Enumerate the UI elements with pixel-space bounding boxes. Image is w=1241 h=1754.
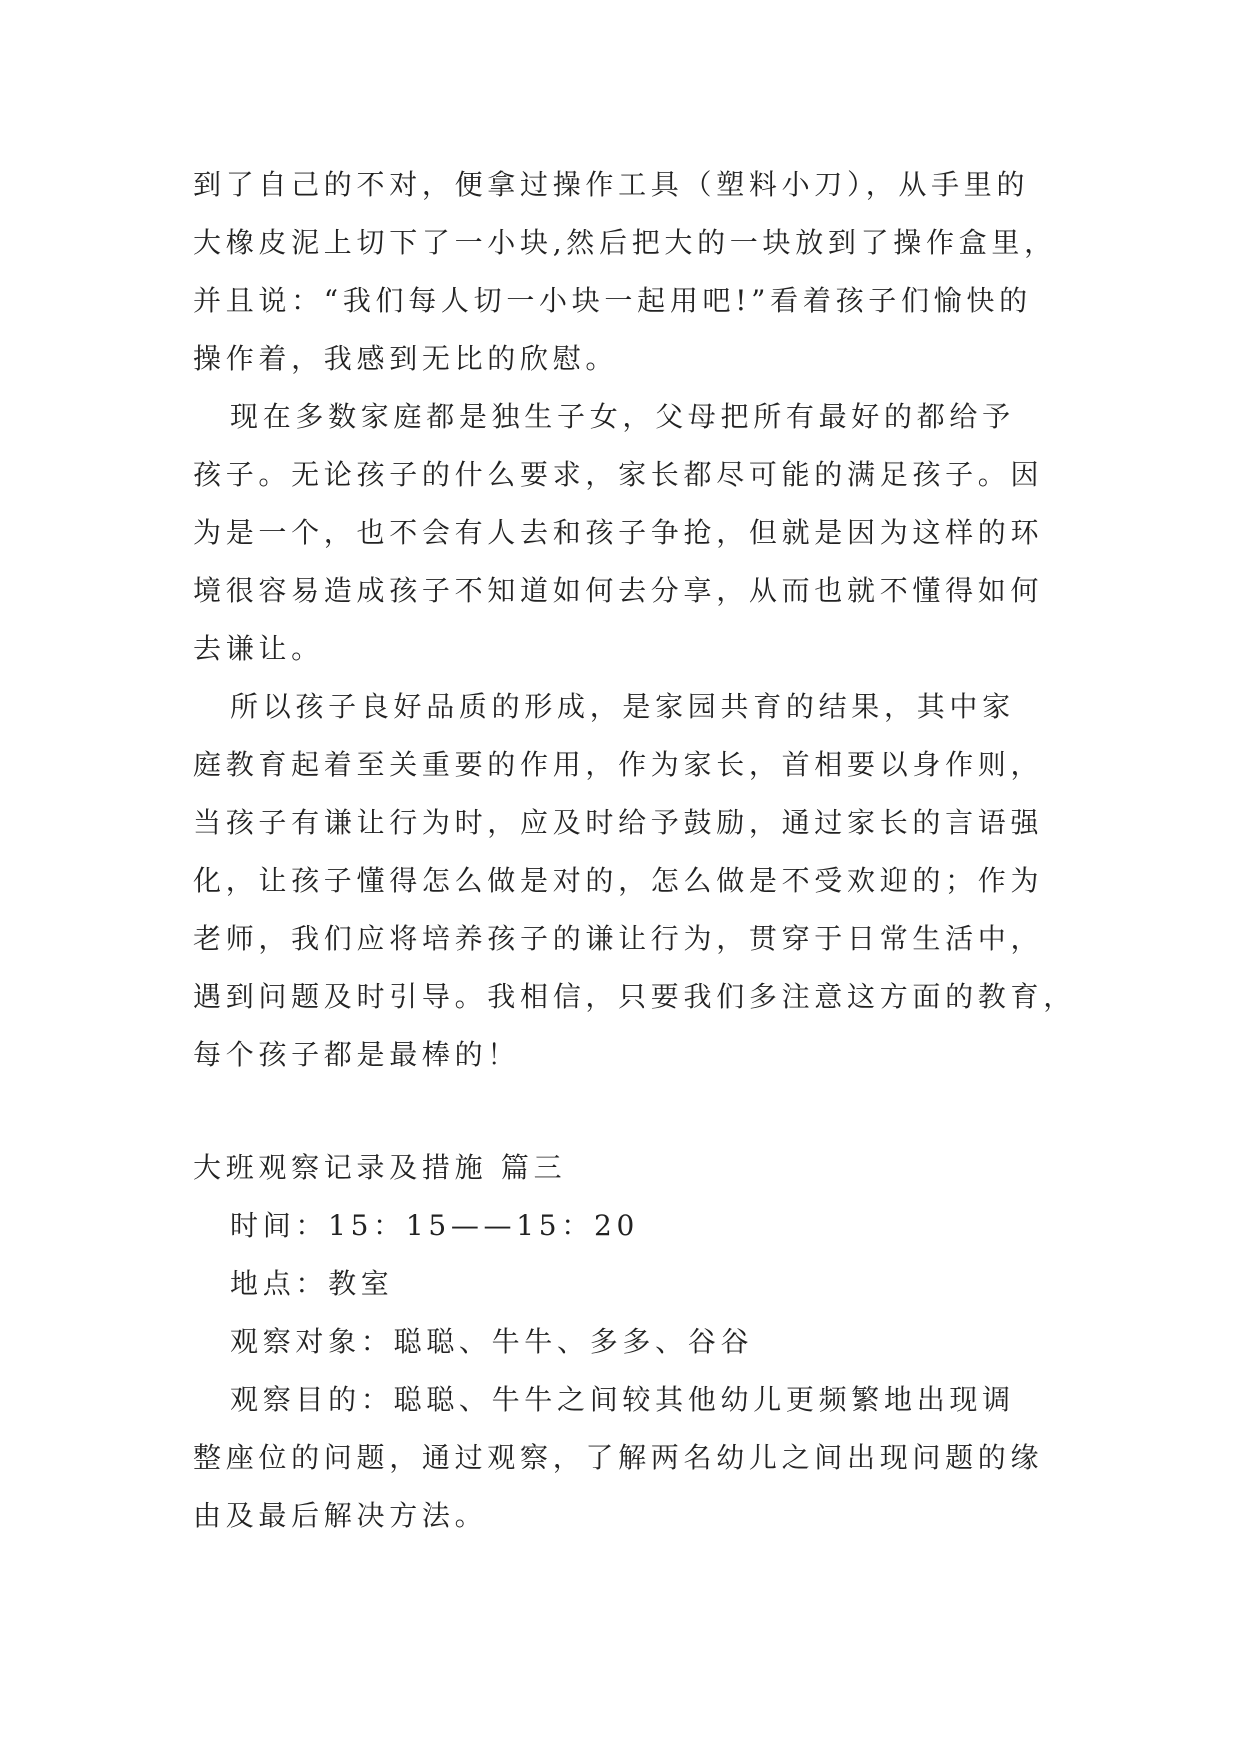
text-line: 到了自己的不对，便拿过操作工具（塑料小刀），从手里的	[193, 168, 1030, 201]
section-title: 大班观察记录及措施 篇三	[193, 1151, 567, 1184]
text-line: 大橡皮泥上切下了一小块,然后把大的一块放到了操作盒里，	[193, 226, 1057, 259]
observation-time: 时间：15：15——15：20	[230, 1209, 640, 1242]
text-line: 遇到问题及时引导。我相信，只要我们多注意这方面的教育，	[193, 980, 1076, 1013]
text-line: 当孩子有谦让行为时，应及时给予鼓励，通过家长的言语强	[193, 806, 1044, 839]
text-line: 孩子。无论孩子的什么要求，家长都尽可能的满足孩子。因	[193, 458, 1044, 491]
text-line: 由及最后解决方法。	[193, 1499, 488, 1532]
text-line: 并且说：“我们每人切一小块一起用吧!”看着孩子们愉快的	[193, 284, 1032, 317]
text-line: 境很容易造成孩子不知道如何去分享，从而也就不懂得如何	[193, 574, 1044, 607]
text-line: 为是一个，也不会有人去和孩子争抢，但就是因为这样的环	[193, 516, 1044, 549]
text-line: 去谦让。	[193, 632, 324, 665]
text-line: 观察目的：聪聪、牛牛之间较其他幼儿更频繁地出现调	[230, 1383, 1015, 1416]
text-line: 庭教育起着至关重要的作用，作为家长，首相要以身作则，	[193, 748, 1044, 781]
observation-location: 地点：教室	[230, 1267, 394, 1300]
document-body	[193, 156, 1153, 1545]
paragraph-home-school-education	[193, 678, 1153, 1084]
text-line: 每个孩子都是最棒的！	[193, 1038, 521, 1071]
paragraph-continuation	[193, 156, 1153, 388]
observation-purpose	[193, 1371, 1153, 1545]
observation-subjects: 观察对象：聪聪、牛牛、多多、谷谷	[230, 1325, 754, 1358]
paragraph-only-child-families	[193, 388, 1153, 678]
observation-record-section	[193, 1139, 1153, 1545]
text-line: 操作着，我感到无比的欣慰。	[193, 342, 619, 375]
text-line: 现在多数家庭都是独生子女，父母把所有最好的都给予	[230, 400, 1015, 433]
text-line: 老师，我们应将培养孩子的谦让行为，贯穿于日常生活中，	[193, 922, 1044, 955]
text-line: 所以孩子良好品质的形成，是家园共育的结果，其中家	[230, 690, 1015, 723]
section-spacer	[193, 1084, 1153, 1139]
text-line: 化，让孩子懂得怎么做是对的，怎么做是不受欢迎的；作为	[193, 864, 1044, 897]
text-line: 整座位的问题，通过观察，了解两名幼儿之间出现问题的缘	[193, 1441, 1044, 1474]
